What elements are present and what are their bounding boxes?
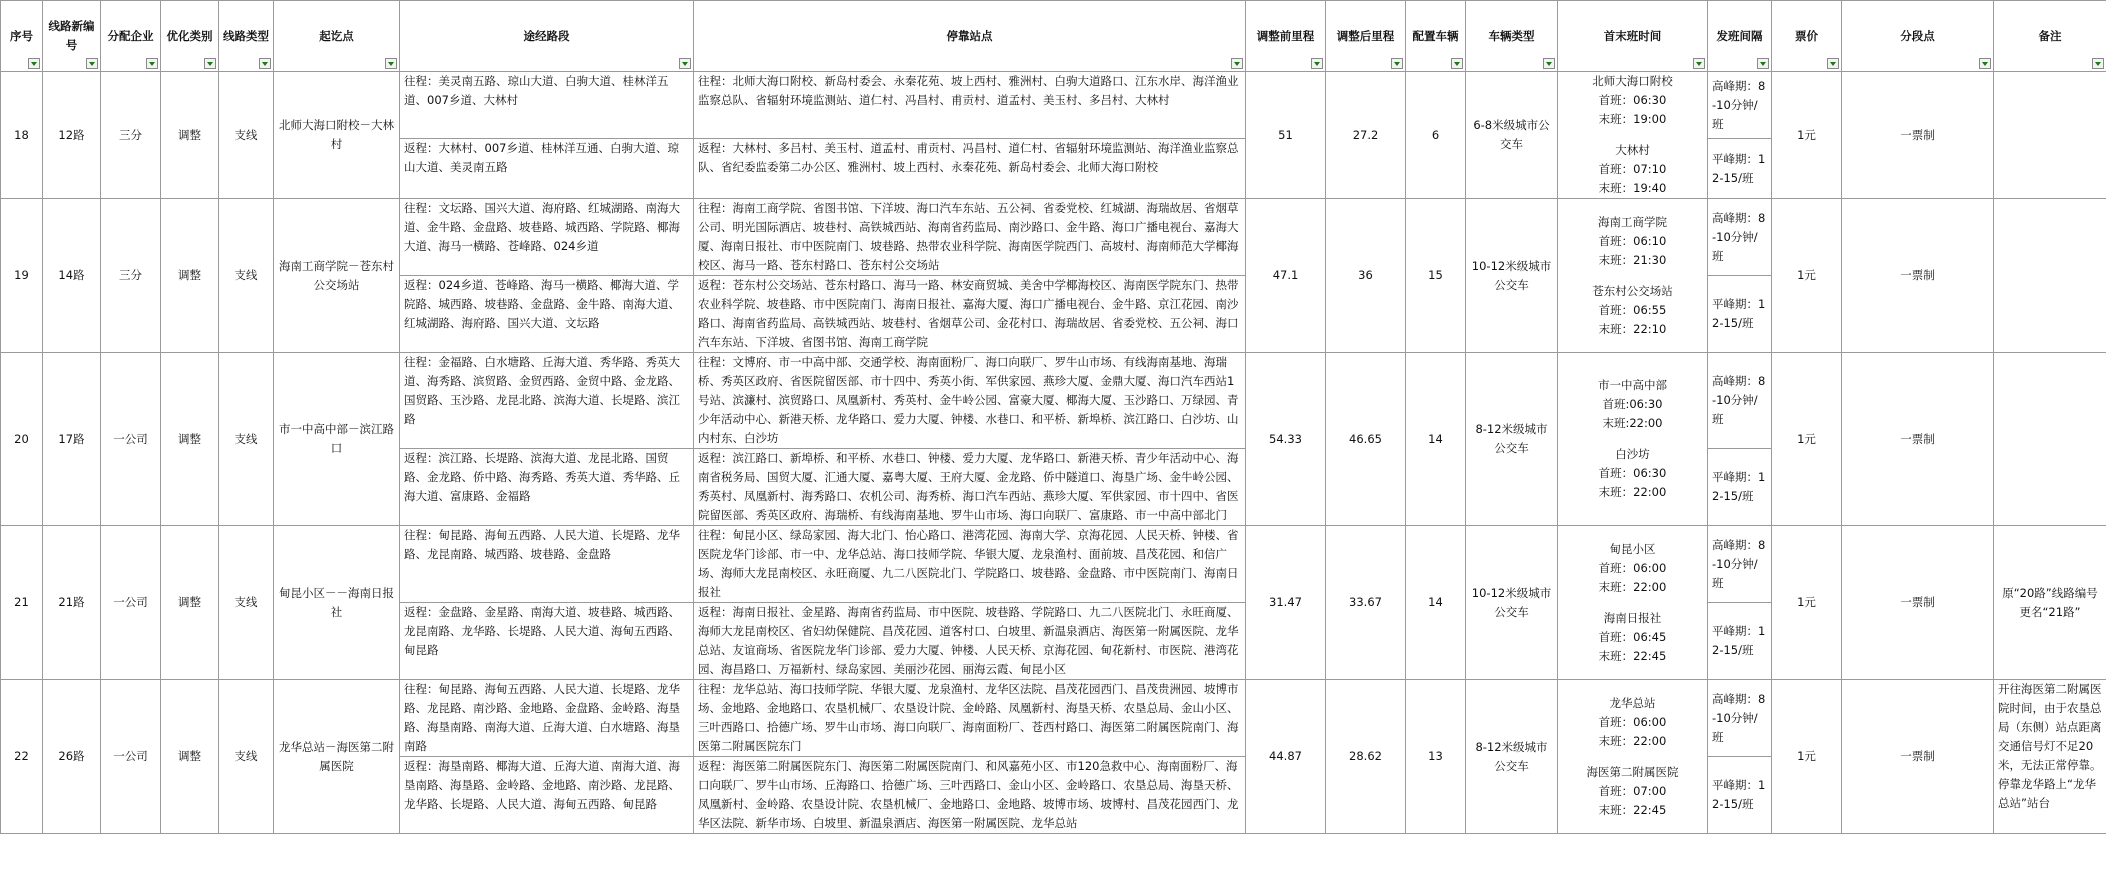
cell-note: 开往海医第二附属医院时间，由于农垦总局（东侧）站点距离交通信号灯不足20米，无法正常停靠。停靠龙华路上“龙华总站”站台 [1994, 680, 2106, 834]
column-header-label: 分配企业 [107, 28, 154, 43]
cell-route-code: 12路 [43, 72, 101, 199]
cell-vehicle-type: 8-12米级城市公交车 [1466, 680, 1558, 834]
schedule-terminal-b: 海医第二附属医院 首班：07:00 末班：22:45 [1586, 764, 1679, 817]
cell-note [1994, 353, 2106, 526]
cell-note: 原“20路”线路编号更名“21路” [1994, 526, 2106, 680]
filter-dropdown-icon[interactable] [385, 58, 397, 69]
cell-route-outbound: 往程：甸昆路、海甸五西路、人民大道、长堤路、龙华路、龙昆南路、城西路、坡巷路、金盘路 [400, 526, 694, 603]
filter-dropdown-icon[interactable] [1543, 58, 1555, 69]
cell-stops-outbound: 往程：文博府、市一中高中部、交通学校、海南面粉厂、海口向联厂、罗牛山市场、有线海南基地、海瑞桥、秀英区政府、省医院留医部、市十四中、秀英小街、军供家园、燕珍大厦、金鼎大厦、海口汽车西站1号站、滨濂村、滨贸路口、凤凰新村、秀英村、金牛岭公园、富豪大厦、椰海大厦、玉沙路口、万绿园、青少年活动中心、新港天桥、龙华路口、爱力大厦、钟楼、水巷口、和平桥、新埠桥、滨江路口、白沙坊、山内村东、白沙坊 [694, 353, 1246, 449]
cell-schedule [1558, 680, 1708, 834]
cell-route-return: 返程：海垦南路、椰海大道、丘海大道、南海大道、海垦南路、海垦路、金岭路、金地路、南沙路、龙昆路、龙华路、长堤路、人民大道、海甸五西路、甸昆路 [400, 757, 694, 834]
cell-route-type: 支线 [219, 680, 274, 834]
cell-stops-return: 返程：海医第二附属医院东门、海医第二附属医院南门、和风嘉苑小区、市120急救中心、海南面粉厂、海口向联厂、罗牛山市场、丘海路口、拾德广场、三叶西路口、金山小区、金岭路口、农垦总局、海垦天桥、凤凰新村、金岭路、农垦设计院、农垦机械厂、金地路口、金地路、坡博市场、坡博村、昌茂花园西门、龙华区法院、新华市场、白坡里、新温泉酒店、海医第一附属医院、龙华总站 [694, 757, 1246, 834]
cell-stops-outbound: 往程：甸昆小区、绿岛家园、海大北门、怡心路口、港湾花园、海南大学、京海花园、人民天桥、钟楼、省医院龙华门诊部、市一中、龙华总站、海口技师学院、华银大厦、龙泉渔村、面前坡、昌茂花园、和信广场、海师大龙昆南校区、永旺商厦、九二八医院北门、学院路口、坡巷路、金盘路、市中医院南门、海南日报社 [694, 526, 1246, 603]
column-header-label: 调整前里程 [1256, 28, 1315, 43]
filter-dropdown-icon[interactable] [679, 58, 691, 69]
schedule-terminal-a: 龙华总站 首班：06:00 末班：22:00 [1598, 695, 1667, 748]
column-header [1246, 1, 1326, 72]
cell-route-return: 返程：024乡道、苍峰路、海马一横路、椰海大道、学院路、城西路、坡巷路、金盘路、金牛路、南海大道、红城湖路、海府路、国兴大道、文坛路 [400, 276, 694, 353]
cell-segment: 一票制 [1842, 526, 1994, 680]
column-header [694, 1, 1246, 72]
cell-company: 一公司 [101, 680, 161, 834]
column-header-label: 停靠站点 [946, 28, 993, 43]
cell-category: 调整 [161, 72, 219, 199]
cell-serial-no: 19 [1, 199, 43, 353]
cell-vehicles: 13 [1406, 680, 1466, 834]
cell-category: 调整 [161, 526, 219, 680]
cell-schedule [1558, 72, 1708, 199]
cell-vehicles: 14 [1406, 353, 1466, 526]
cell-stops-return: 返程：大林村、多吕村、美玉村、道孟村、甫贡村、冯昌村、道仁村、省辐射环境监测站、海洋渔业监察总队、省纪委监委第二办公区、雅洲村、坡上西村、永秦花苑、新岛村委会、北师大海口附校 [694, 139, 1246, 199]
cell-stops-outbound: 往程：龙华总站、海口技师学院、华银大厦、龙泉渔村、龙华区法院、昌茂花园西门、昌茂贵洲园、坡博市场、金地路、金地路口、农垦机械厂、农垦设计院、金岭路、凤凰新村、海垦天桥、农垦总局、金山小区、三叶西路口、拾德广场、罗牛山市场、海口向联厂、海南面粉厂、苍西村路口、海医第二附属医院南门、海医第二附属医院东门 [694, 680, 1246, 757]
cell-company: 一公司 [101, 353, 161, 526]
schedule-terminal-b: 苍东村公交场站 首班：06:55 末班：22:10 [1592, 283, 1673, 336]
cell-serial-no: 20 [1, 353, 43, 526]
cell-route-code: 14路 [43, 199, 101, 353]
cell-vehicle-type: 10-12米级城市公交车 [1466, 526, 1558, 680]
cell-company: 三分 [101, 72, 161, 199]
filter-dropdown-icon[interactable] [1451, 58, 1463, 69]
cell-fare: 1元 [1772, 353, 1842, 526]
cell-vehicle-type: 6-8米级城市公交车 [1466, 72, 1558, 199]
cell-note [1994, 199, 2106, 353]
cell-schedule [1558, 526, 1708, 680]
column-header [161, 1, 219, 72]
column-header-label: 分段点 [1900, 28, 1935, 43]
cell-fare: 1元 [1772, 72, 1842, 199]
cell-route-return: 返程：滨江路、长堤路、滨海大道、龙昆北路、国贸路、金龙路、侨中路、海秀路、秀英大道、秀华路、丘海大道、富康路、金福路 [400, 449, 694, 526]
column-header-label: 车辆类型 [1488, 28, 1535, 43]
filter-dropdown-icon[interactable] [2092, 58, 2104, 69]
column-header-label: 线路新编号 [48, 19, 95, 52]
cell-serial-no: 21 [1, 526, 43, 680]
cell-stops-return: 返程：苍东村公交场站、苍东村路口、海马一路、林安商贸城、美舍中学椰海校区、海南医学院东门、热带农业科学院、坡巷路、市中医院南门、海南日报社、嘉海大厦、海口广播电视台、金牛路、京江花园、南沙路口、海南省药监局、高铁城西站、坡巷村、省烟草公司、金花村口、海瑞故居、省委党校、五公祠、海口汽车东站、下洋坡、省图书馆、海南工商学院 [694, 276, 1246, 353]
table-row [1, 72, 2106, 139]
filter-dropdown-icon[interactable] [28, 58, 40, 69]
column-header-label: 调整后里程 [1336, 28, 1395, 43]
cell-route-return: 返程：金盘路、金星路、南海大道、坡巷路、城西路、龙昆南路、龙华路、长堤路、人民大道、海甸五西路、甸昆路 [400, 603, 694, 680]
cell-km-before: 44.87 [1246, 680, 1326, 834]
cell-schedule [1558, 199, 1708, 353]
column-header-label: 备注 [2038, 28, 2062, 43]
column-header [1708, 1, 1772, 72]
table-row [1, 353, 2106, 449]
cell-endpoints: 海南工商学院－苍东村公交场站 [274, 199, 400, 353]
cell-route-code: 21路 [43, 526, 101, 680]
table-row [1, 680, 2106, 757]
cell-km-before: 47.1 [1246, 199, 1326, 353]
column-header-label: 优化类别 [166, 28, 213, 43]
cell-route-type: 支线 [219, 526, 274, 680]
cell-route-outbound: 往程：文坛路、国兴大道、海府路、红城湖路、南海大道、金牛路、金盘路、坡巷路、城西路、学院路、椰海大道、海马一横路、苍峰路、024乡道 [400, 199, 694, 276]
cell-freq-offpeak: 平峰期：12-15/班 [1708, 276, 1772, 353]
schedule-terminal-b: 海南日报社 首班：06:45 末班：22:45 [1598, 610, 1667, 663]
column-header-label: 票价 [1795, 28, 1818, 43]
cell-freq-peak: 高峰期：8-10分钟/班 [1708, 199, 1772, 276]
cell-segment: 一票制 [1842, 199, 1994, 353]
cell-vehicle-type: 8-12米级城市公交车 [1466, 353, 1558, 526]
schedule-terminal-a: 北师大海口附校 首班：06:30 末班：19:00 [1592, 74, 1673, 126]
cell-segment: 一票制 [1842, 353, 1994, 526]
cell-km-after: 46.65 [1326, 353, 1406, 526]
cell-note [1994, 72, 2106, 199]
column-header-label: 首末班时间 [1603, 28, 1662, 43]
column-header [1326, 1, 1406, 72]
column-header [1466, 1, 1558, 72]
cell-route-type: 支线 [219, 72, 274, 199]
cell-fare: 1元 [1772, 526, 1842, 680]
cell-vehicles: 15 [1406, 199, 1466, 353]
filter-dropdown-icon[interactable] [86, 58, 98, 69]
cell-route-return: 返程：大林村、007乡道、桂林洋互通、白驹大道、琼山大道、美灵南五路 [400, 139, 694, 199]
filter-dropdown-icon[interactable] [146, 58, 158, 69]
cell-km-before: 51 [1246, 72, 1326, 199]
cell-schedule [1558, 353, 1708, 526]
schedule-terminal-a: 市一中高中部 首班:06:30 末班:22:00 [1598, 378, 1667, 430]
cell-category: 调整 [161, 353, 219, 526]
column-header-label: 发班间隔 [1716, 28, 1763, 43]
cell-company: 一公司 [101, 526, 161, 680]
schedule-terminal-a: 海南工商学院 首班：06:10 末班：21:30 [1598, 214, 1667, 267]
column-header [1772, 1, 1842, 72]
cell-company: 三分 [101, 199, 161, 353]
cell-route-outbound: 往程：金福路、白水塘路、丘海大道、秀华路、秀英大道、海秀路、滨贸路、金贸西路、金贸中路、金龙路、国贸路、玉沙路、龙昆北路、滨海大道、长堤路、滨江路 [400, 353, 694, 449]
cell-km-after: 28.62 [1326, 680, 1406, 834]
cell-vehicles: 6 [1406, 72, 1466, 199]
cell-category: 调整 [161, 199, 219, 353]
cell-freq-offpeak: 平峰期：12-15/班 [1708, 449, 1772, 526]
cell-vehicles: 14 [1406, 526, 1466, 680]
schedule-terminal-b: 白沙坊 首班：06:30 末班：22:00 [1598, 447, 1667, 499]
column-header [1994, 1, 2106, 72]
cell-stops-return: 返程：滨江路口、新埠桥、和平桥、水巷口、钟楼、爱力大厦、龙华路口、新港天桥、青少年活动中心、海南省税务局、国贸大厦、汇通大厦、嘉粤大厦、王府大厦、金龙路、侨中隧道口、海垦广场、金牛岭公园、秀英村、凤凰新村、海秀路口、农机公司、海秀桥、海口汽车西站、燕珍大厦、军供家园、市十四中、省医院留医部、秀英区政府、海瑞桥、有线海南基地、罗牛山市场、海口向联厂、富康路、市一中高中部北门 [694, 449, 1246, 526]
cell-endpoints: 甸昆小区－－海南日报社 [274, 526, 400, 680]
cell-km-before: 31.47 [1246, 526, 1326, 680]
column-header [1, 1, 43, 72]
cell-endpoints: 市一中高中部－滨江路口 [274, 353, 400, 526]
cell-route-outbound: 往程：美灵南五路、琼山大道、白驹大道、桂林洋五道、007乡道、大林村 [400, 72, 694, 139]
cell-endpoints: 龙华总站－海医第二附属医院 [274, 680, 400, 834]
filter-dropdown-icon[interactable] [1757, 58, 1769, 69]
filter-dropdown-icon[interactable] [1693, 58, 1705, 69]
column-header [1406, 1, 1466, 72]
table-body [1, 72, 2106, 834]
filter-dropdown-icon[interactable] [1979, 58, 1991, 69]
cell-km-after: 36 [1326, 199, 1406, 353]
cell-vehicle-type: 10-12米级城市公交车 [1466, 199, 1558, 353]
cell-stops-outbound: 往程：北师大海口附校、新岛村委会、永秦花苑、坡上西村、雅洲村、白驹大道路口、江东水岸、海洋渔业监察总队、省辐射环境监测站、道仁村、冯昌村、甫贡村、道孟村、美玉村、多吕村、大林村 [694, 72, 1246, 139]
column-header [101, 1, 161, 72]
table-row [1, 526, 2106, 603]
column-header-label: 配置车辆 [1412, 28, 1459, 43]
filter-dropdown-icon[interactable] [1391, 58, 1403, 69]
cell-segment: 一票制 [1842, 72, 1994, 199]
cell-km-before: 54.33 [1246, 353, 1326, 526]
column-header [274, 1, 400, 72]
cell-stops-outbound: 往程：海南工商学院、省图书馆、下洋坡、海口汽车东站、五公祠、省委党校、红城湖、海瑞故居、省烟草公司、明光国际酒店、坡巷村、高铁城西站、海南省药监局、南沙路口、金牛路、海口广播电视台、嘉海大厦、海南日报社、市中医院南门、坡巷路、热带农业科学院、海南医学院西门、高坡村、海南师范大学椰海校区、海马一路、苍东村路口、苍东村公交场站 [694, 199, 1246, 276]
cell-freq-peak: 高峰期：8-10分钟/班 [1708, 526, 1772, 603]
cell-route-outbound: 往程：甸昆路、海甸五西路、人民大道、长堤路、龙华路、龙昆路、南沙路、金地路、金盘路、金岭路、海垦路、海垦南路、南海大道、丘海大道、白水塘路、海垦南路 [400, 680, 694, 757]
cell-km-after: 27.2 [1326, 72, 1406, 199]
cell-serial-no: 22 [1, 680, 43, 834]
column-header-label: 起讫点 [319, 28, 354, 43]
cell-route-type: 支线 [219, 199, 274, 353]
cell-freq-peak: 高峰期：8-10分钟/班 [1708, 353, 1772, 449]
cell-fare: 1元 [1772, 199, 1842, 353]
filter-dropdown-icon[interactable] [1231, 58, 1243, 69]
column-header-label: 线路类型 [223, 28, 269, 43]
cell-route-code: 17路 [43, 353, 101, 526]
filter-dropdown-icon[interactable] [259, 58, 271, 69]
table-row [1, 199, 2106, 276]
filter-dropdown-icon[interactable] [1311, 58, 1323, 69]
column-header [219, 1, 274, 72]
schedule-terminal-a: 甸昆小区 首班：06:00 末班：22:00 [1598, 541, 1667, 594]
schedule-terminal-b: 大林村 首班：07:10 末班：19:40 [1598, 143, 1667, 195]
cell-category: 调整 [161, 680, 219, 834]
cell-endpoints: 北师大海口附校－大林村 [274, 72, 400, 199]
cell-freq-peak: 高峰期：8-10分钟/班 [1708, 72, 1772, 139]
filter-dropdown-icon[interactable] [1827, 58, 1839, 69]
cell-route-type: 支线 [219, 353, 274, 526]
filter-dropdown-icon[interactable] [204, 58, 216, 69]
column-header-label: 途经路段 [523, 28, 570, 43]
cell-serial-no: 18 [1, 72, 43, 199]
column-header [1558, 1, 1708, 72]
column-header [400, 1, 694, 72]
column-header [43, 1, 101, 72]
header-row [1, 1, 2106, 72]
cell-freq-offpeak: 平峰期：12-15/班 [1708, 757, 1772, 834]
cell-fare: 1元 [1772, 680, 1842, 834]
cell-route-code: 26路 [43, 680, 101, 834]
cell-freq-offpeak: 平峰期：12-15/班 [1708, 139, 1772, 199]
cell-km-after: 33.67 [1326, 526, 1406, 680]
cell-freq-peak: 高峰期：8-10分钟/班 [1708, 680, 1772, 757]
cell-freq-offpeak: 平峰期：12-15/班 [1708, 603, 1772, 680]
cell-segment: 一票制 [1842, 680, 1994, 834]
cell-stops-return: 返程：海南日报社、金星路、海南省药监局、市中医院、坡巷路、学院路口、九二八医院北门、永旺商厦、海师大龙昆南校区、省妇幼保健院、昌茂花园、道客村口、白坡里、新温泉酒店、海医第一附属医院、龙华总站、友谊商场、省医院龙华门诊部、爱力大厦、钟楼、人民天桥、京海花园、甸花新村、市医院、港湾花园、海昌路口、万福新村、绿岛家园、美丽沙花园、丽海云霞、甸昆小区 [694, 603, 1246, 680]
column-header-label: 序号 [10, 28, 33, 43]
column-header [1842, 1, 1994, 72]
